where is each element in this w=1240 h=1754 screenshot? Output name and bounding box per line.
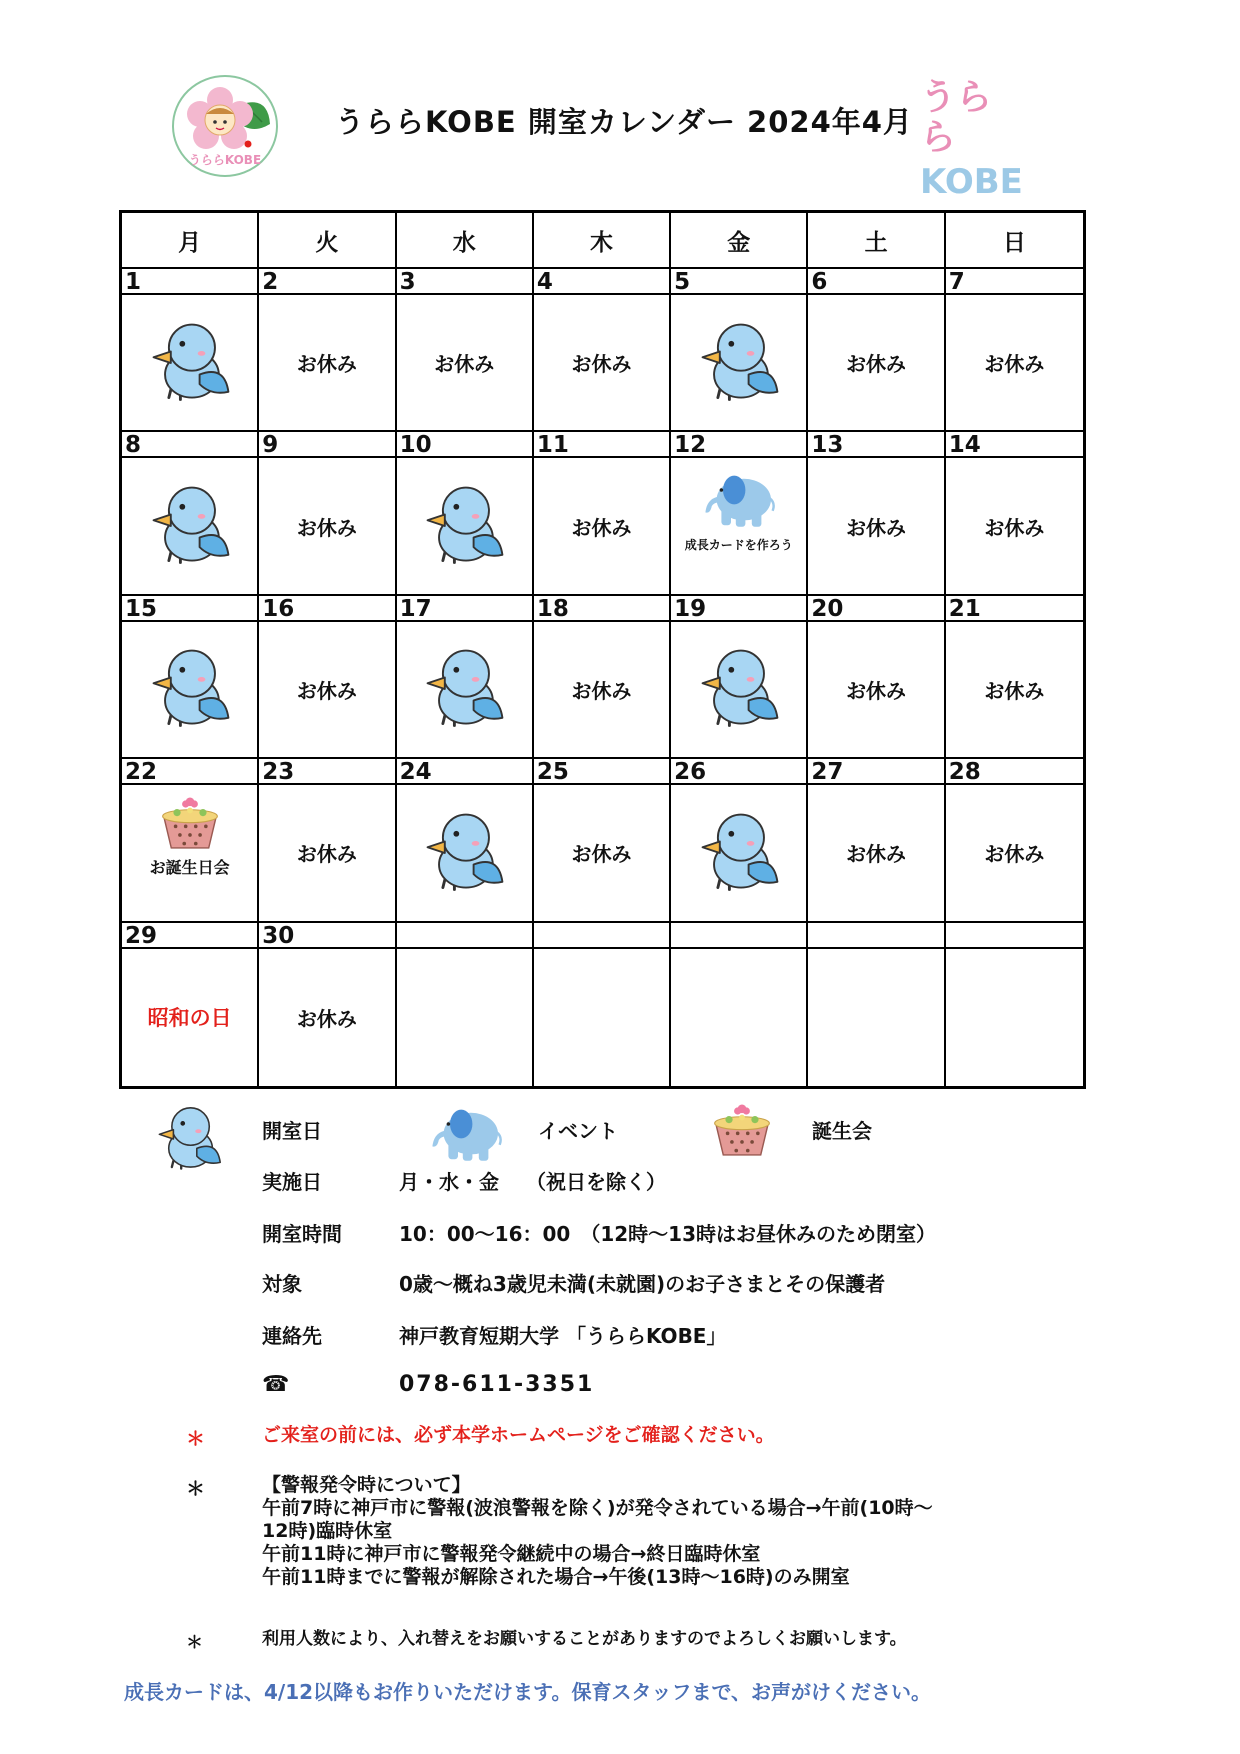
day-content [259,785,394,920]
bird-icon [416,641,512,737]
closed-label: お休み [846,842,907,867]
day-number: 28 [946,759,1083,785]
day-number [534,923,669,949]
day-content [397,785,532,920]
day-number [671,923,806,949]
closed-label: お休み [571,515,632,540]
day-content [122,949,257,1086]
logo-line-urara: うらら [920,77,993,158]
closed-label: お休み [296,1006,357,1031]
day-number: 12 [671,432,806,458]
calendar-day-cell [946,596,1083,759]
info-phone-value: 078-611-3351 [399,1372,595,1397]
day-content [534,458,669,593]
day-content [946,295,1083,430]
calendar-day-cell [808,596,945,759]
note-star: ＊ [186,1633,203,1653]
note-warning-line: 午前11時までに警報が解除された場合→午後(13時～16時)のみ開室 [262,1566,850,1588]
calendar-day-cell [946,759,1083,922]
day-content [259,622,394,757]
calendar-day-cell [397,269,534,432]
info-target-value: 0歳～概ね3歳児未満(未就園)のお子さまとその保護者 [399,1272,886,1296]
day-content [397,458,532,593]
day-number: 6 [808,269,943,295]
calendar-day-cell [534,269,671,432]
day-content [671,622,806,757]
note-warning-line: 午前7時に神戸市に警報(波浪警報を除く)が発令されている場合→午前(10時～ [262,1497,933,1519]
bird-icon [142,641,238,737]
calendar-day-cell [534,759,671,922]
day-content [946,949,1083,1086]
closed-label: お休み [434,352,495,377]
event-label: 成長カードを作ろう [684,538,793,553]
calendar-day-cell [122,923,259,1086]
day-content [259,295,394,430]
calendar-day-cell [808,759,945,922]
day-content [534,295,669,430]
closed-label: お休み [571,842,632,867]
info-target-label: 対象 [262,1272,302,1296]
day-content [808,295,943,430]
day-content [808,949,943,1086]
closed-label: お休み [984,678,1045,703]
day-number: 11 [534,432,669,458]
day-number: 13 [808,432,943,458]
calendar-day-cell [808,432,945,595]
weekday-header: 月 [122,213,259,269]
calendar-day-cell [259,269,396,432]
day-number: 19 [671,596,806,622]
calendar-day-cell [946,432,1083,595]
bird-icon [416,805,512,901]
calendar-day-cell [671,596,808,759]
calendar [119,210,1086,1089]
day-content [534,785,669,920]
day-content [122,785,257,920]
closed-label: お休み [296,515,357,540]
day-content [259,949,394,1086]
calendar-day-cell [946,923,1083,1086]
day-content [671,295,806,430]
info-days-label: 実施日 [262,1170,322,1194]
bird-icon [416,478,512,574]
flower-logo-icon [170,74,280,178]
day-number: 24 [397,759,532,785]
elephant-icon [697,466,781,530]
day-content [808,458,943,593]
bird-icon [142,478,238,574]
bird-icon [691,805,787,901]
calendar-day-cell [122,759,259,922]
day-number: 21 [946,596,1083,622]
cake-icon [154,793,226,851]
weekday-header: 火 [259,213,396,269]
day-number [397,923,532,949]
day-content [808,622,943,757]
legend-birthday-label: 誕生会 [812,1119,872,1143]
info-contact-label: 連絡先 [262,1324,322,1348]
note-warning-title: 【警報発令時について】 [262,1474,471,1496]
calendar-day-cell [671,269,808,432]
weekday-header: 木 [534,213,671,269]
day-number: 9 [259,432,394,458]
day-number: 7 [946,269,1083,295]
calendar-day-cell [534,596,671,759]
legend-elephant-icon [424,1100,508,1169]
day-content [122,458,257,593]
day-number: 17 [397,596,532,622]
day-number: 14 [946,432,1083,458]
calendar-day-cell [808,923,945,1086]
note-star: ＊ [186,1478,206,1500]
weekday-header: 水 [397,213,534,269]
page-title: うららKOBE 開室カレンダー 2024年4月 [335,105,913,139]
calendar-day-cell [259,432,396,595]
day-content [259,458,394,593]
note-check-homepage-text: ご来室の前には、必ず本学ホームページをご確認ください。 [262,1424,775,1446]
day-content [534,949,669,1086]
day-number: 25 [534,759,669,785]
day-content [122,295,257,430]
day-number: 15 [122,596,257,622]
note-star: ＊ [186,1428,206,1450]
day-number: 29 [122,923,257,949]
day-content [122,622,257,757]
closed-label: お休み [846,515,907,540]
day-content [671,949,806,1086]
closed-label: お休み [296,678,357,703]
closed-label: お休み [571,352,632,377]
logo-left-text: うららKOBE [188,153,262,167]
calendar-grid [122,213,1083,1086]
note-capacity-text: 利用人数により、入れ替えをお願いすることがありますのでよろしくお願いします。 [262,1629,907,1649]
calendar-day-cell [671,759,808,922]
calendar-day-cell [397,759,534,922]
day-number: 2 [259,269,394,295]
day-content [671,458,806,593]
closed-label: お休み [984,352,1045,377]
day-number: 8 [122,432,257,458]
info-hours-label: 開室時間 [262,1222,342,1246]
closed-label: お休み [571,678,632,703]
day-content [946,458,1083,593]
legend-event-label: イベント [538,1119,618,1143]
weekday-header: 土 [808,213,945,269]
calendar-day-cell [259,596,396,759]
day-number: 20 [808,596,943,622]
day-number: 4 [534,269,669,295]
day-content [397,622,532,757]
day-content [808,785,943,920]
day-content [671,785,806,920]
cake-icon [706,1100,778,1158]
calendar-day-cell [122,269,259,432]
day-content [946,785,1083,920]
logo-flower-badge [170,74,280,178]
calendar-day-cell [397,923,534,1086]
day-number: 5 [671,269,806,295]
logo-line-kobe: KOBE [920,162,1023,202]
day-number: 30 [259,923,394,949]
closed-label: お休み [846,678,907,703]
calendar-day-cell [397,596,534,759]
calendar-day-cell [397,432,534,595]
bird-icon [691,641,787,737]
day-number: 26 [671,759,806,785]
day-number: 18 [534,596,669,622]
day-content [397,949,532,1086]
calendar-day-cell [808,269,945,432]
bird-icon [150,1100,228,1178]
day-number [946,923,1083,949]
calendar-day-cell [946,269,1083,432]
closed-label: お休み [984,515,1045,540]
day-number: 23 [259,759,394,785]
calendar-day-cell [534,923,671,1086]
calendar-day-cell [259,923,396,1086]
holiday-label: 昭和の日 [147,1006,232,1031]
calendar-day-cell [671,432,808,595]
logo-urara-kobe [920,77,1023,202]
closed-label: お休み [296,352,357,377]
calendar-day-cell [534,432,671,595]
day-number [808,923,943,949]
footer-growth-card-note: 成長カードは、4/12以降もお作りいただけます。保育スタッフまで、お声がけください。 [124,1680,932,1704]
day-content [397,295,532,430]
day-content [946,622,1083,757]
legend-open-label: 開室日 [262,1119,322,1143]
legend-bird-icon [150,1100,228,1183]
bird-icon [691,315,787,411]
calendar-day-cell [122,432,259,595]
bird-icon [142,315,238,411]
elephant-icon [424,1100,508,1164]
birthday-label: お誕生日会 [149,858,230,878]
weekday-header: 金 [671,213,808,269]
closed-label: お休み [984,842,1045,867]
note-warning-line: 午前11時に神戸市に警報発令継続中の場合→終日臨時休室 [262,1543,761,1565]
phone-icon: ☎ [262,1372,290,1397]
day-number: 1 [122,269,257,295]
legend-cake-icon [706,1100,778,1163]
day-number: 16 [259,596,394,622]
closed-label: お休み [846,352,907,377]
info-contact-value: 神戸教育短期大学 「うららKOBE」 [399,1324,727,1348]
info-days-value: 月・水・金 （祝日を除く） [399,1170,666,1194]
day-number: 3 [397,269,532,295]
day-number: 10 [397,432,532,458]
note-warning-line: 12時)臨時休室 [262,1520,393,1542]
info-hours-value: 10：00～16：00 （12時～13時はお昼休みのため閉室） [399,1222,936,1246]
calendar-day-cell [259,759,396,922]
weekday-header: 日 [946,213,1083,269]
calendar-day-cell [671,923,808,1086]
day-content [534,622,669,757]
note-warning-text [262,1474,1182,1589]
closed-label: お休み [296,842,357,867]
day-number: 22 [122,759,257,785]
calendar-day-cell [122,596,259,759]
day-number: 27 [808,759,943,785]
